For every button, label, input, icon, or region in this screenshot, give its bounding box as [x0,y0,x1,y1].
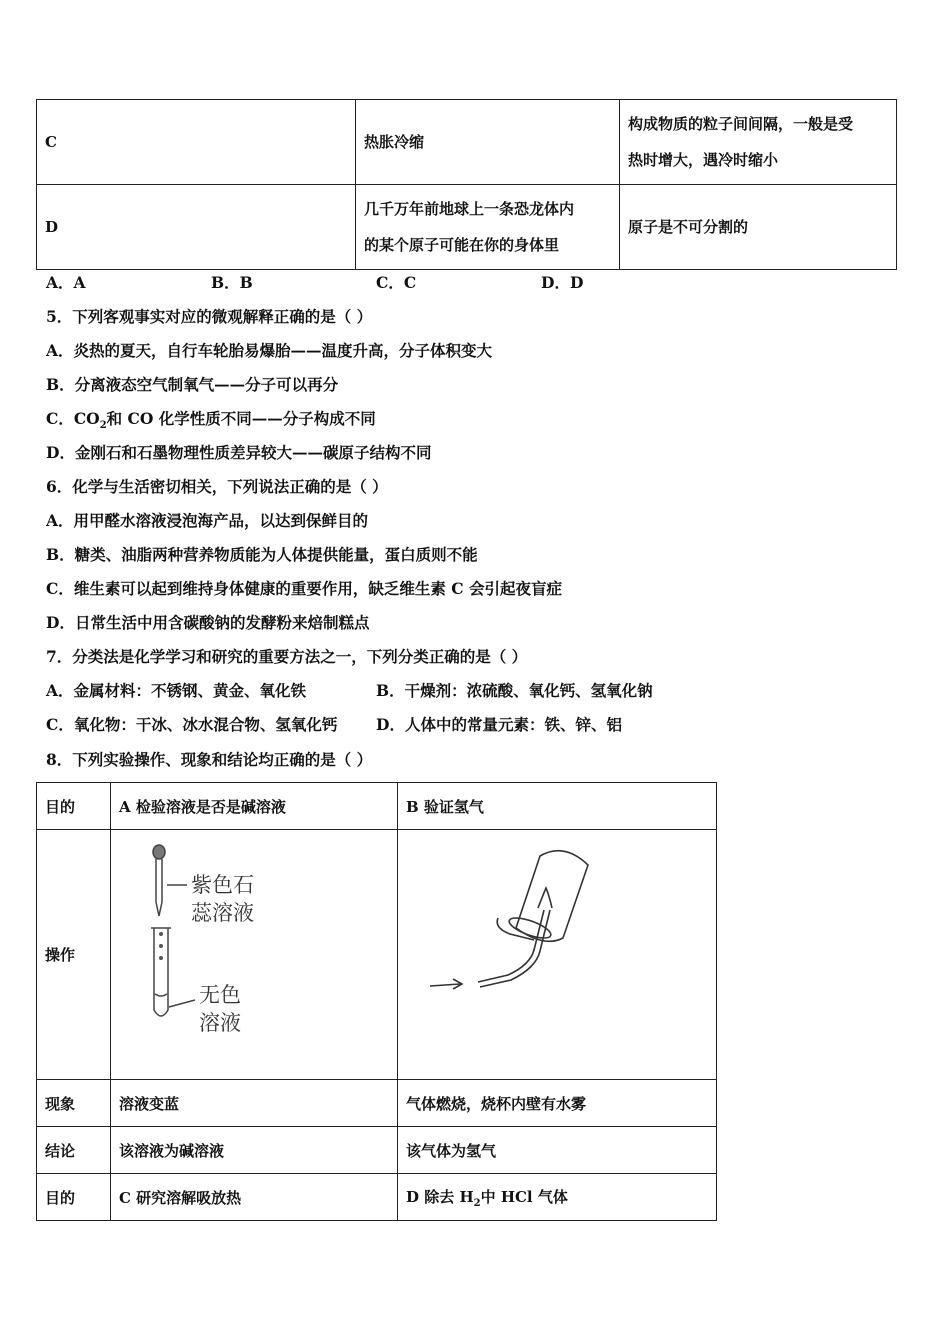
figure-litmus-test [111,830,398,1080]
row-label: D [37,185,356,270]
row-explanation: 原子是不可分割的 [620,185,897,270]
flame [538,888,552,908]
table-row-operation [37,830,717,1080]
q7-option-c: C．氧化物：干冰、冰水混合物、氢氧化钙 [46,715,338,734]
options-table-cd [36,99,897,270]
q5-option-a: A．炎热的夏天，自行车轮胎易爆胎——温度升高，分子体积变大 [46,341,493,360]
figure-hydrogen-test [398,830,717,1080]
dropper-bulb [153,845,165,859]
row-label: C [37,100,356,185]
row-fact: 几千万年前地球上一条恐龙体内 的某个原子可能在你的身体里 [356,185,620,270]
q4-option-d: D．D [541,273,584,292]
row-label: 结论 [37,1127,111,1174]
q5-option-d: D．金刚石和石墨物理性质差异较大——碳原子结构不同 [46,443,432,462]
cell-option-b: 该气体为氢气 [398,1127,717,1174]
test-tube [154,928,168,1016]
table-row-phenomenon [37,1080,717,1127]
cell-option-a: 该溶液为碱溶液 [111,1127,398,1174]
row-label: 操作 [37,830,111,1080]
q7-option-a: A．金属材料：不锈钢、黄金、氧化铁 [46,681,307,700]
gas-tube [478,910,544,982]
row-label: 现象 [37,1080,111,1127]
q4-option-b: B．B [211,273,253,292]
q7-stem: 7．分类法是化学学习和研究的重要方法之一，下列分类正确的是（ ） [46,647,528,666]
gas-flow-arrow [430,984,460,986]
solution-label: 溶液 [199,1011,241,1035]
cell-option-b: 气体燃烧，烧杯内壁有水雾 [398,1080,717,1127]
row-fact: 热胀冷缩 [356,100,620,185]
table-row-d [37,185,897,270]
row-explanation: 构成物质的粒子间间隔，一般是受 热时增大，遇冷时缩小 [620,100,897,185]
cell-option-a: 溶液变蓝 [111,1080,398,1127]
dropper-test-tube-figure [111,830,396,1075]
inverted-beaker [516,851,588,942]
litmus-label: 紫色石 [191,873,254,897]
q7-option-b: B．干燥剂：浓硫酸、氧化钙、氢氧化钠 [376,681,653,700]
cell-option-a: A 检验溶液是否是碱溶液 [111,783,398,830]
q4-option-a: A．A [46,273,86,292]
q7-option-d: D．人体中的常量元素：铁、锌、铝 [376,715,622,734]
table-row-conclusion [37,1127,717,1174]
q5-stem: 5．下列客观事实对应的微观解释正确的是（ ） [46,307,373,326]
q6-option-a: A．用甲醛水溶液浸泡海产品，以达到保鲜目的 [46,511,369,530]
row-label: 目的 [37,783,111,830]
dropper-tube [156,859,162,916]
table-row-c [37,100,897,185]
cell-option-b: B 验证氢气 [398,783,717,830]
q6-option-c: C．维生素可以起到维持身体健康的重要作用，缺乏维生素 C 会引起夜盲症 [46,579,562,598]
q5-option-b: B．分离液态空气制氧气——分子可以再分 [46,375,339,394]
experiment-table [36,782,717,1221]
q6-option-b: B．糖类、油脂两种营养物质能为人体提供能量，蛋白质则不能 [46,545,478,564]
q5-option-c: C．$CO_2$和 CO 化学性质不同——分子构成不同 [46,409,376,432]
row-label: 目的 [37,1174,111,1221]
q8-stem: 8．下列实验操作、现象和结论均正确的是（ ） [46,750,373,769]
solution-label: 无色 [199,983,241,1007]
table-row-purpose-2 [37,1174,717,1221]
beaker-flame-figure [398,830,715,1075]
table-row-purpose [37,783,717,830]
q6-option-d: D．日常生活中用含碳酸钠的发酵粉来焙制糕点 [46,613,370,632]
q6-stem: 6．化学与生活密切相关，下列说法正确的是（ ） [46,477,388,496]
q4-option-c: C．C [376,273,417,292]
litmus-label: 蕊溶液 [191,901,254,925]
cell-option-c: C 研究溶解吸放热 [111,1174,398,1221]
cell-option-d: D 除去 $H_2$中 HCl 气体 [398,1174,717,1221]
